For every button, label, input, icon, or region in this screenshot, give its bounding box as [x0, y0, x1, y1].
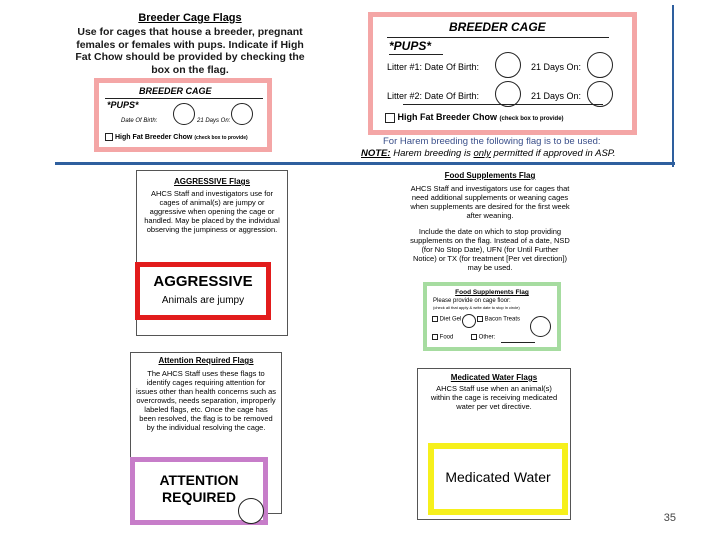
other-underline	[501, 342, 535, 343]
diet-gel-checkbox[interactable]	[432, 316, 438, 322]
pups-underline	[389, 54, 443, 55]
aggressive-text: AHCS Staff and investigators use for cages of animal(s) are jumpy or aggressive when opening the cage or handled. May be placed by the individual observing the jumpiness or aggression.	[144, 189, 280, 234]
breeder-flags-title: Breeder Cage Flags	[138, 12, 242, 24]
litter-1-days-circle	[587, 52, 613, 78]
harem-note-text-a: Harem breeding is	[393, 148, 474, 159]
section-divider	[672, 5, 674, 167]
date-of-birth-circle	[173, 103, 195, 125]
large-breeder-flag	[368, 12, 637, 135]
harem-note-text-b: permitted if approved in ASP.	[490, 148, 616, 159]
litter-2-days-label: 21 Days On:	[531, 91, 582, 101]
food-flag-line-1: Please provide on cage floor:	[433, 298, 511, 304]
small-breeder-days-label: 21 Days On:	[197, 118, 231, 124]
diet-gel-circle	[462, 314, 476, 328]
title-underline	[387, 37, 609, 38]
food-checkbox[interactable]	[432, 334, 438, 340]
medicated-flag	[428, 443, 568, 515]
litter-1-dob-circle	[495, 52, 521, 78]
small-breeder-pups: *PUPS*	[107, 100, 139, 110]
attention-date-circle	[238, 498, 264, 524]
chow-label: High Fat Breeder Chow	[397, 112, 498, 122]
litter-1-label: Litter #1: Date Of Birth:	[387, 62, 480, 72]
small-breeder-flag	[94, 78, 272, 152]
food-supplements-title: Food Supplements Flag	[444, 171, 536, 180]
attention-flag	[130, 457, 268, 525]
option-other	[471, 334, 495, 341]
chow-checkbox[interactable]	[105, 133, 113, 141]
harem-note-only: only	[473, 148, 491, 159]
attention-title: Attention Required Flags	[158, 356, 254, 365]
other-checkbox[interactable]	[471, 334, 477, 340]
other-label: Other:	[478, 334, 496, 341]
harem-note-line-2	[361, 148, 616, 159]
large-breeder-flag-title: BREEDER CAGE	[449, 20, 546, 34]
days-on-circle	[231, 103, 253, 125]
attention-flag-line-1: ATTENTION	[159, 472, 239, 488]
medicated-text: AHCS Staff use when an animal(s) within the cage is receiving medicated water per vet directive.	[430, 384, 558, 411]
aggressive-flag-subtitle: Animals are jumpy	[161, 295, 245, 306]
chow-note: (check box to provide)	[194, 134, 248, 141]
attention-text: The AHCS Staff uses these flags to identify cages requiring attention for issues other than health concerns such as overcrowds, needs separation, improperly labeled flags, etc. Once the cage has been resolved, the flag is to be removed by the individual resolving the cage.	[135, 369, 277, 432]
bacon-treats-checkbox[interactable]	[477, 316, 483, 322]
small-breeder-dob-label: Date Of Birth:	[121, 118, 158, 124]
aggressive-flag	[135, 262, 271, 320]
chow-note: (check box to provide)	[499, 116, 564, 122]
small-breeder-flag-title: BREEDER CAGE	[139, 86, 212, 96]
option-diet-gel	[432, 316, 461, 323]
aggressive-title: AGGRESSIVE Flags	[173, 177, 251, 186]
chow-label: High Fat Breeder Chow	[114, 133, 193, 141]
bacon-treats-circle	[530, 316, 551, 337]
litter-underline	[403, 104, 603, 105]
harem-note-line-1: For Harem breeding the following flag is to be used:	[383, 136, 601, 147]
page-number: 35	[663, 512, 676, 524]
food-supplements-text-1: AHCS Staff and investigators use for cages that need additional supplements or weaning cages when supplements are desired for the first week after weaning.	[410, 184, 570, 220]
medicated-title: Medicated Water Flags	[450, 373, 538, 382]
small-breeder-chow-row	[105, 133, 248, 141]
large-breeder-pups: *PUPS*	[389, 39, 432, 53]
food-label: Food	[439, 334, 454, 341]
litter-1-days-label: 21 Days On:	[531, 62, 582, 72]
food-supplements-text-2: Include the date on which to stop providing supplements on the flag. Instead of a date, NSD (for No Stop Date), UFN (for Until Further Notice) or TX (for treatment [Per vet direction]) may be used.	[410, 227, 570, 272]
food-supplements-flag	[423, 282, 561, 351]
litter-2-label: Litter #2: Date Of Birth:	[387, 91, 480, 101]
option-food	[432, 334, 453, 341]
breeder-flags-text: Use for cages that house a breeder, pregnant females or females with pups. Indicate if High Fat Chow should be provided by checking the box on the flag.	[75, 26, 305, 76]
food-flag-title: Food Supplements Flag	[455, 289, 529, 296]
bacon-treats-label: Bacon Treats	[484, 316, 521, 323]
option-bacon-treats	[477, 316, 520, 323]
food-flag-line-2: (check all that apply & write date to stop in circle)	[433, 305, 520, 310]
diet-gel-label: Diet Gel	[439, 316, 462, 323]
chow-checkbox[interactable]	[385, 113, 395, 123]
title-underline	[105, 98, 263, 99]
medicated-flag-text: Medicated Water	[445, 469, 551, 485]
large-breeder-chow-row	[385, 112, 564, 123]
note-label: NOTE:	[361, 148, 391, 159]
aggressive-flag-title: AGGRESSIVE	[153, 273, 253, 290]
attention-flag-line-2: REQUIRED	[162, 489, 236, 505]
